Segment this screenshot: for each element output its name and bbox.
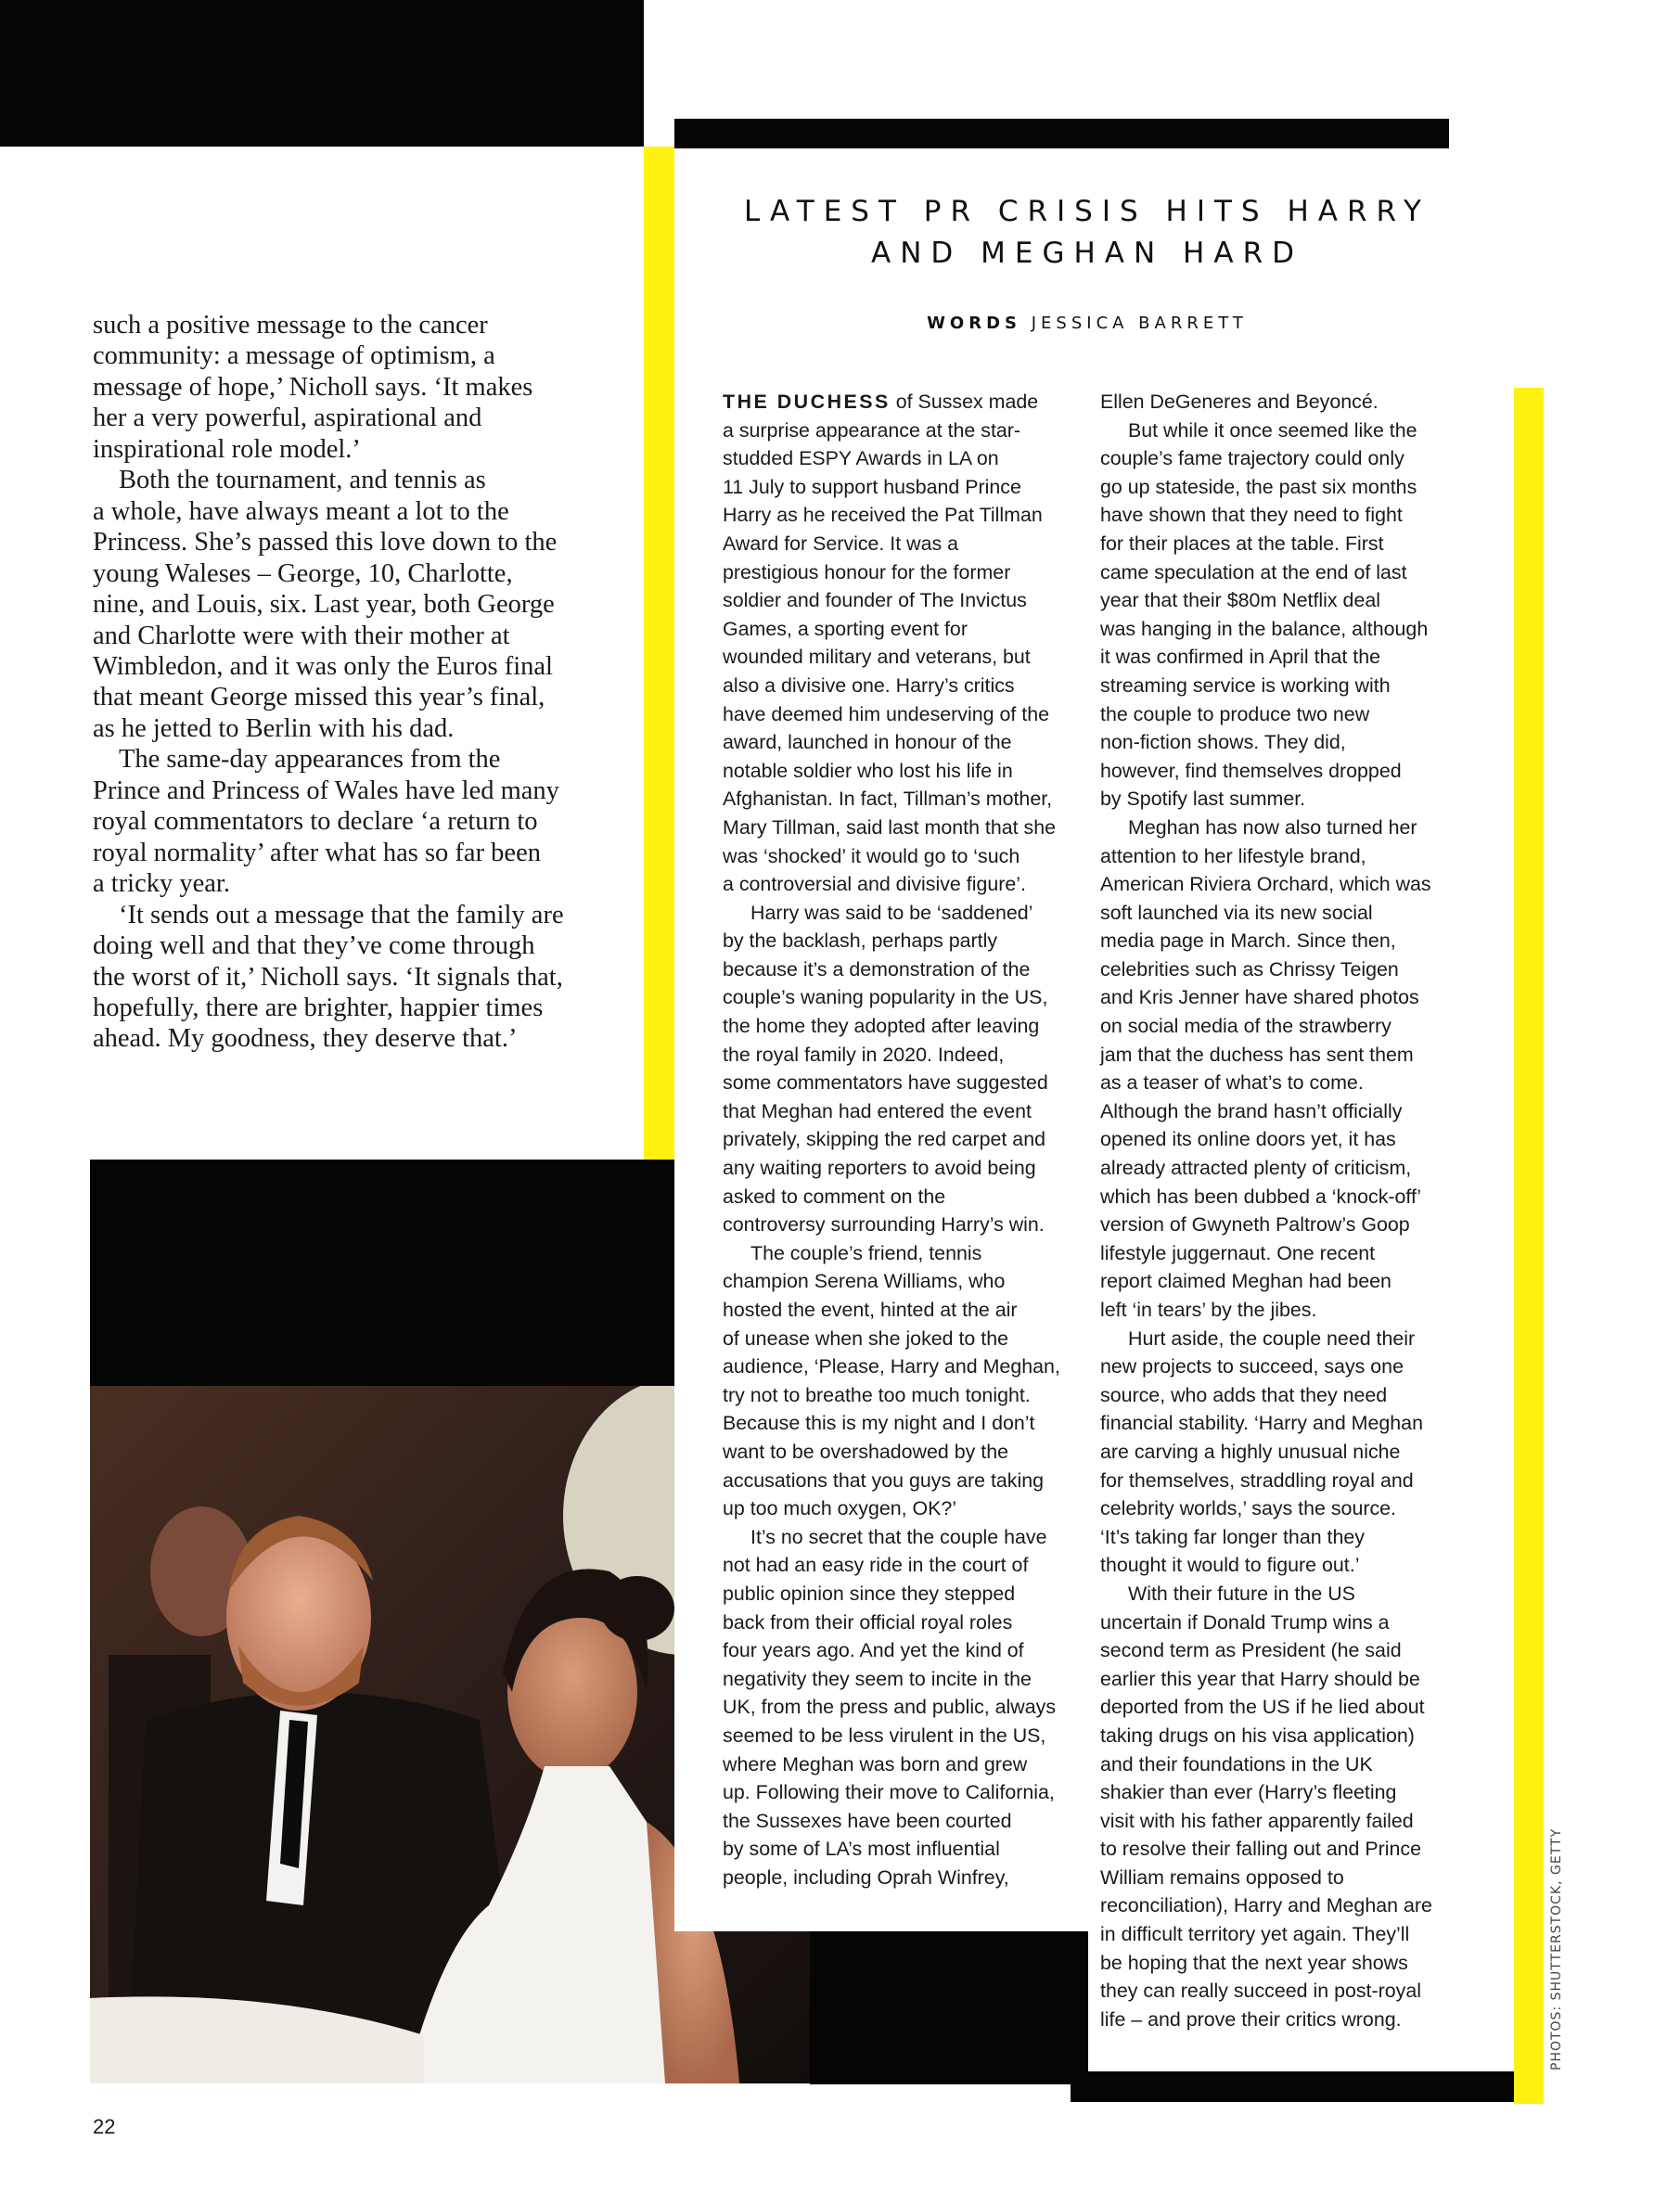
text-line: attention to her lifestyle brand, [1100,844,1366,867]
text-line: and Kris Jenner have shared photos [1100,986,1419,1009]
text-line: try not to breathe too much tonight. [723,1383,1031,1406]
text-line: couple’s fame trajectory could only [1100,447,1404,470]
photo-bottom-black-block [810,1931,1088,2084]
text-line: notable soldier who lost his life in [723,759,1013,782]
text-line: it was confirmed in April that the [1100,646,1380,669]
text-line: doing well and that they’ve come through [93,931,535,961]
text-line: jam that the duchess has sent them [1100,1043,1414,1066]
text-line: earlier this year that Harry should be [1100,1667,1420,1690]
text-line: privately, skipping the red carpet and [723,1128,1045,1151]
byline [674,314,1500,333]
text-line: Prince and Princess of Wales have led many [93,776,559,805]
text-line: by the backlash, perhaps partly [723,929,998,953]
text-line: a tricky year. [93,869,230,899]
text-line: financial stability. ‘Harry and Meghan [1100,1412,1423,1435]
text-line: negativity they seem to incite in the [723,1667,1032,1690]
text-line: where Meghan was born and grew [723,1752,1028,1775]
text-line: as a teaser of what’s to come. [1100,1071,1364,1095]
text-line: new projects to succeed, says one [1100,1355,1404,1378]
text-line: Afghanistan. In fact, Tillman’s mother, [723,788,1053,811]
page-number: 22 [93,2115,116,2138]
text-line: deported from the US if he lied about [1100,1696,1425,1719]
text-line: Award for Service. It was a [723,532,959,555]
article-column-1 [723,388,1075,1891]
text-line: lifestyle juggernaut. One recent [1100,1241,1376,1264]
text-line: community: a message of optimism, a [93,341,495,371]
text-line: media page in March. Since then, [1100,929,1396,953]
text-line: was ‘shocked’ it would go to ‘such [723,844,1020,867]
text-line: Ellen DeGeneres and Beyoncé. [1100,391,1379,413]
text-line: came speculation at the end of last [1100,560,1407,583]
text-line: Harry was said to be ‘saddened’ [750,901,1033,924]
text-line: year that their $80m Netflix deal [1100,589,1380,612]
text-line: prestigious honour for the former [723,560,1011,583]
text-line: for themselves, straddling royal and [1100,1468,1414,1492]
text-line: up. Following their move to California, [723,1781,1055,1804]
text-line: was hanging in the balance, although [1100,617,1429,640]
text-line: also a divisive one. Harry’s critics [723,673,1015,697]
text-line: up too much oxygen, OK?’ [723,1497,957,1520]
byline-label: WORDS [927,314,1021,333]
headline-line-2: AND MEGHAN HARD [871,237,1303,270]
text-line: Both the tournament, and tennis as [119,466,486,495]
text-line: taking drugs on his visa application) [1100,1724,1415,1747]
text-line: Mary Tillman, said last month that she [723,815,1057,839]
text-line: have shown that they need to fight [1100,504,1403,527]
text-line: celebrity worlds,’ says the source. [1100,1497,1397,1520]
text-line: But while it once seemed like the [1128,418,1417,442]
text-line: uncertain if Donald Trump wins a [1100,1610,1390,1634]
headline-black-bar [674,119,1449,148]
text-line: the worst of it,’ Nicholl says. ‘It signals that, [93,962,563,992]
text-line: and their foundations in the UK [1100,1752,1373,1775]
text-line [723,388,1075,417]
text-line: which has been dubbed a ‘knock-off’ [1100,1185,1422,1208]
headline-line-1: LATEST PR CRISIS HITS HARRY [743,195,1430,228]
text-line: Games, a sporting event for [723,617,968,640]
text-line: Hurt aside, the couple need their [1128,1327,1416,1350]
text-line: reconciliation), Harry and Meghan are [1100,1894,1432,1917]
photo-credit: PHOTOS: SHUTTERSTOCK, GETTY [1549,1827,1564,2070]
text-line: by Spotify last summer. [1100,788,1306,811]
text-line: With their future in the US [1128,1582,1355,1605]
text-line: ‘It’s taking far longer than they [1100,1525,1365,1548]
top-left-black-block [0,0,644,147]
text-line: left ‘in tears’ by the jibes. [1100,1299,1317,1321]
article-column-2 [1100,388,1490,2033]
text-line: Wimbledon, and it was only the Euros final [93,651,553,681]
photo-top-black-block [90,1160,674,1388]
text-line: shakier than ever (Harry’s fleeting [1100,1781,1397,1804]
text-line: back from their official royal roles [723,1610,1013,1634]
text-line: studded ESPY Awards in LA on [723,447,999,470]
text-line: visit with his father apparently failed [1100,1809,1414,1832]
text-line: they can really succeed in post-royal [1100,1980,1421,2003]
text-line: The couple’s friend, tennis [750,1241,982,1264]
text-line: audience, ‘Please, Harry and Meghan, [723,1355,1060,1378]
text-line: the Sussexes have been courted [723,1809,1012,1832]
text-line: streaming service is working with [1100,673,1391,697]
text-line: by some of LA’s most influential [723,1838,1000,1861]
text-line: award, launched in honour of the [723,731,1012,754]
text-line: seemed to be less virulent in the US, [723,1724,1046,1747]
text-line: the couple to produce two new [1100,702,1370,725]
text-line: not had an easy ride in the court of [723,1554,1029,1577]
text-line: a whole, have always meant a lot to the [93,496,509,526]
left-yellow-rule [644,147,674,1160]
text-line: Harry as he received the Pat Tillman [723,504,1043,527]
text-line: ‘It sends out a message that the family are [119,900,564,929]
text-line: her a very powerful, aspirational and [93,404,482,433]
text-line: wounded military and veterans, but [723,646,1031,669]
text-line: celebrities such as Chrissy Teigen [1100,957,1399,981]
text-line: royal commentators to declare ‘a return to [93,807,538,837]
text-line: the royal family in 2020. Indeed, [723,1043,1005,1066]
text-line: some commentators have suggested [723,1071,1048,1095]
right-yellow-rule [1514,388,1544,2104]
text-line: for their places at the table. First [1100,532,1384,555]
text-line: are carving a highly unusual niche [1100,1440,1401,1463]
text-line: report claimed Meghan had been [1100,1270,1391,1293]
text-line: It’s no secret that the couple have [750,1525,1047,1548]
text-line: version of Gwyneth Paltrow’s Goop [1100,1213,1410,1237]
text-line: want to be overshadowed by the [723,1440,1008,1463]
text-line: in difficult territory yet again. They’ll [1100,1923,1410,1946]
text-line: four years ago. And yet the kind of [723,1639,1024,1662]
text-line: young Waleses – George, 10, Charlotte, [93,558,513,588]
text-line: ahead. My goodness, they deserve that.’ [93,1024,518,1054]
text-line: 11 July to support husband Prince [723,475,1021,498]
text-line: royal normality’ after what has so far been [93,838,541,867]
text-line: a controversial and divisive figure’. [723,873,1026,896]
text-line: that Meghan had entered the event [723,1099,1032,1122]
text-line: hosted the event, hinted at the air [723,1299,1018,1321]
text-line: Because this is my night and I don’t [723,1412,1035,1435]
text-line: already attracted plenty of criticism, [1100,1157,1412,1180]
text-line: inspirational role model.’ [93,434,361,464]
text-line: the home they adopted after leaving [723,1015,1040,1038]
text-line: and Charlotte were with their mother at [93,621,510,650]
text-line: on social media of the strawberry [1100,1015,1391,1038]
text-line: accusations that you guys are taking [723,1468,1045,1492]
text-line: thought it would to figure out.’ [1100,1554,1360,1577]
text-line: life – and prove their critics wrong. [1100,2007,1402,2031]
headline [674,191,1500,275]
text-line: be hoping that the next year shows [1100,1951,1408,1974]
article-kicker: THE DUCHESS [723,391,891,413]
text-line: a surprise appearance at the star- [723,418,1021,442]
previous-article-text [93,310,564,1055]
text-line: any waiting reporters to avoid being [723,1157,1036,1180]
text-line: champion Serena Williams, who [723,1270,1006,1293]
text-line: UK, from the press and public, always [723,1696,1057,1719]
text-line: The same-day appearances from the [119,745,501,775]
text-line: second term as President (he said [1100,1639,1402,1662]
text-line: people, including Oprah Winfrey, [723,1865,1009,1889]
text-line: such a positive message to the cancer [93,311,488,340]
text-line: Princess. She’s passed this love down to the [93,528,558,558]
text-line: however, find themselves dropped [1100,759,1402,782]
text-line: have deemed him undeserving of the [723,702,1049,725]
text-line: hopefully, there are brighter, happier times [93,993,544,1022]
text-line: to resolve their falling out and Prince [1100,1838,1422,1861]
text-line: Meghan has now also turned her [1128,815,1417,839]
text-line-rest: of Sussex made [890,391,1039,413]
text-line: nine, and Louis, six. Last year, both George [93,590,555,620]
text-line: source, who adds that they need [1100,1383,1388,1406]
text-line: soft launched via its new social [1100,901,1373,924]
text-line: controversy surrounding Harry’s win. [723,1213,1045,1237]
text-line: William remains opposed to [1100,1865,1344,1889]
text-line: go up stateside, the past six months [1100,475,1417,498]
text-line: because it’s a demonstration of the [723,957,1031,981]
text-line: as he jetted to Berlin with his dad. [93,713,455,743]
text-line: public opinion since they stepped [723,1582,1016,1605]
text-line: that meant George missed this year’s final, [93,683,545,712]
text-line: of unease when she joked to the [723,1327,1009,1350]
text-line: message of hope,’ Nicholl says. ‘It makes [93,372,533,402]
text-line: non-fiction shows. They did, [1100,731,1346,754]
text-line: Although the brand hasn’t officially [1100,1099,1403,1122]
text-line: American Riviera Orchard, which was [1100,873,1431,896]
text-line: opened its online doors yet, it has [1100,1128,1396,1151]
text-line: soldier and founder of The Invictus [723,589,1027,612]
byline-author: JESSICA BARRETT [1031,314,1248,333]
bottom-black-bar [1071,2071,1514,2102]
text-line: asked to comment on the [723,1185,946,1208]
text-line: couple’s waning popularity in the US, [723,986,1048,1009]
